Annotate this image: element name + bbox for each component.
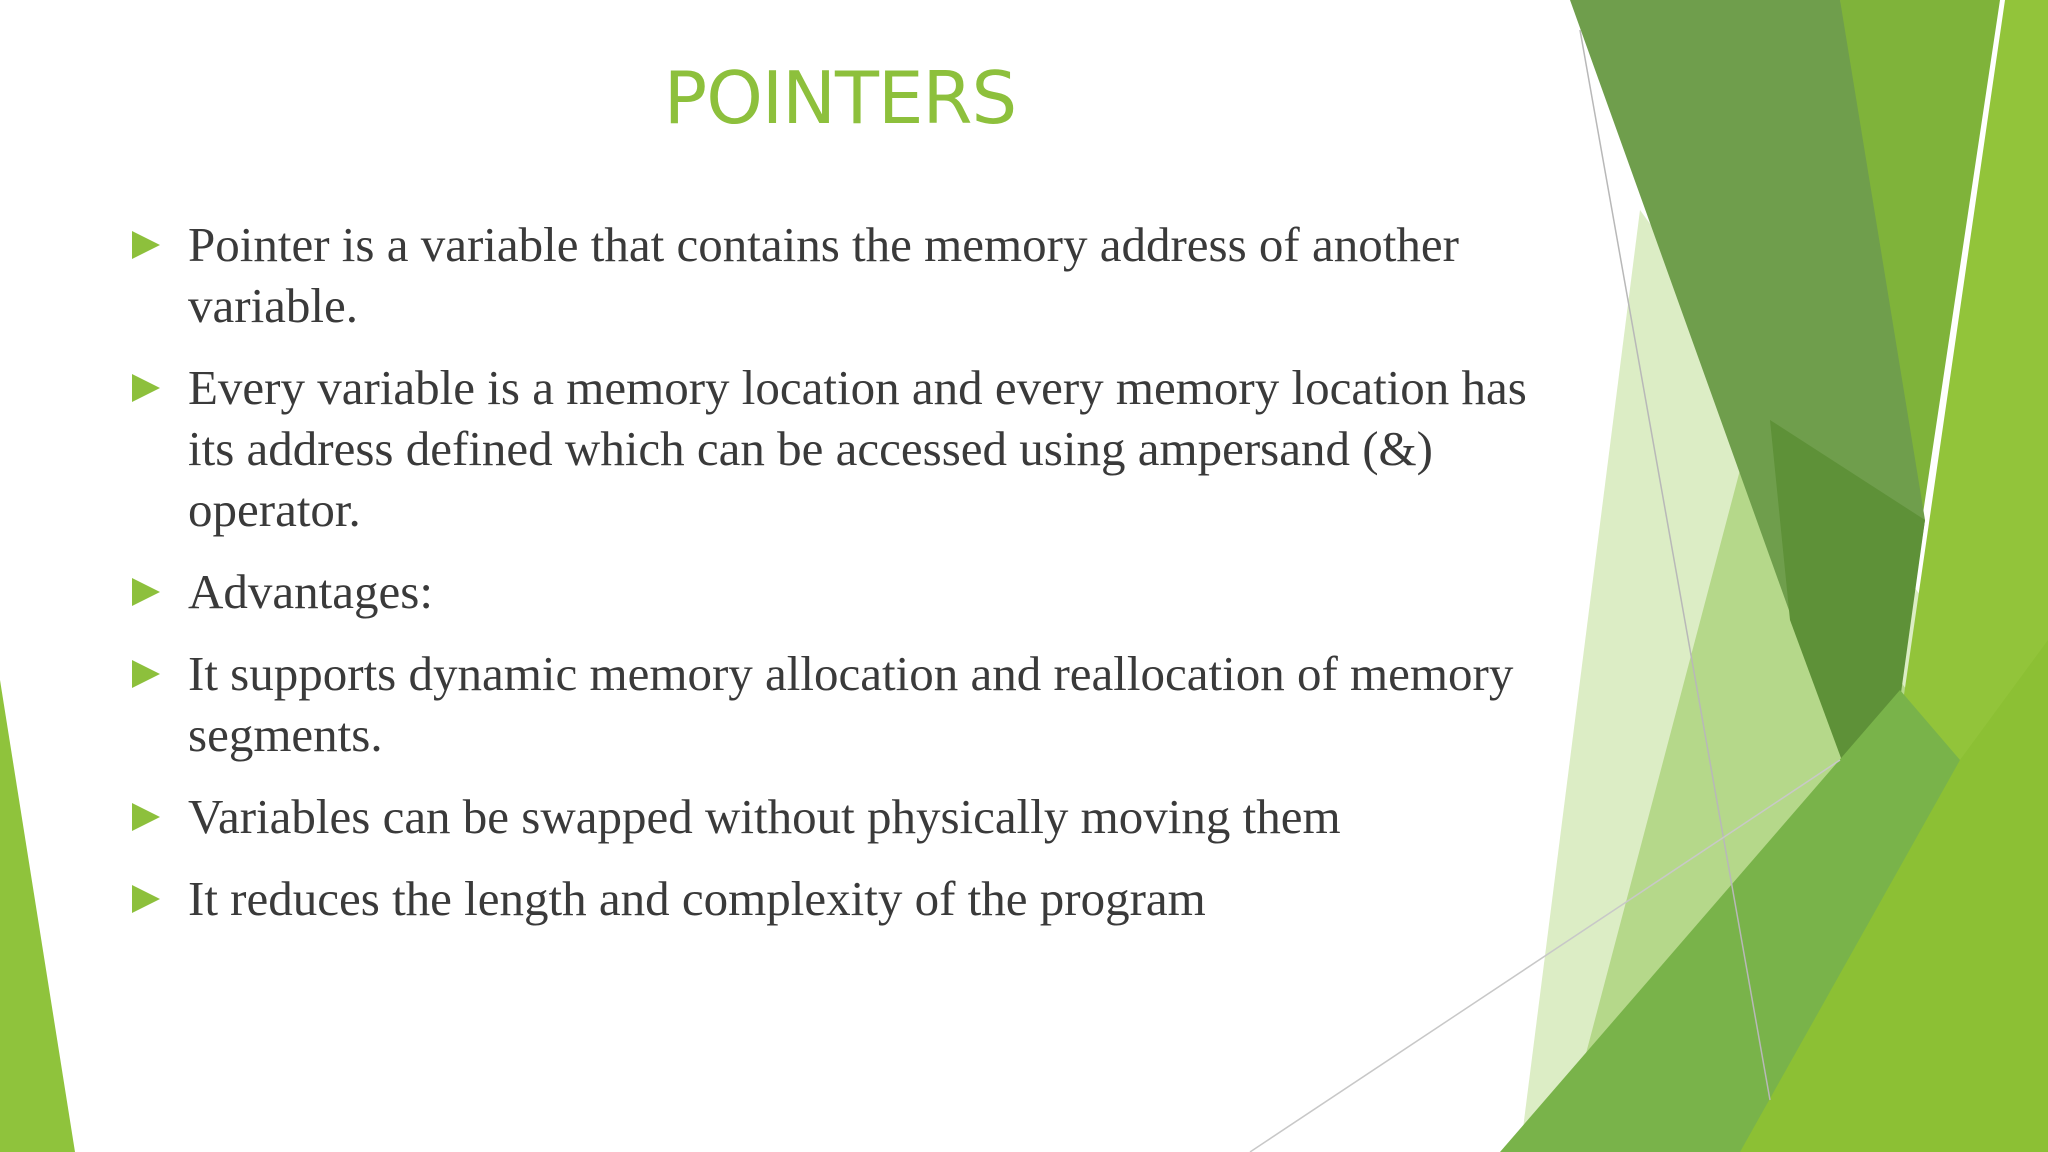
triangle-right-icon	[132, 578, 160, 606]
bullet-item	[130, 561, 1530, 622]
slide-title: POINTERS	[663, 56, 1017, 140]
bullet-text: Variables can be swapped without physically moving them	[188, 789, 1341, 844]
bullet-text: It supports dynamic memory allocation and reallocation of memory segments.	[188, 646, 1514, 762]
bullet-text: Advantages:	[188, 564, 433, 619]
bullet-text: Pointer is a variable that contains the memory address of another variable.	[188, 217, 1459, 333]
triangle-right-icon	[132, 231, 160, 259]
bullet-item	[130, 214, 1530, 336]
triangle-right-icon	[132, 885, 160, 913]
bullet-text: It reduces the length and complexity of the program	[188, 871, 1206, 926]
bullet-text: Every variable is a memory location and every memory location has its address defined which can be accessed using ampersand (&) operator.	[188, 360, 1527, 537]
bullet-list	[130, 214, 1530, 950]
triangle-right-icon	[132, 374, 160, 402]
bullet-item	[130, 357, 1530, 540]
bullet-item	[130, 643, 1530, 765]
bullet-item	[130, 786, 1530, 847]
triangle-right-icon	[132, 660, 160, 688]
left-green-sliver	[0, 680, 75, 1152]
bullet-item	[130, 868, 1530, 929]
triangle-right-icon	[132, 803, 160, 831]
